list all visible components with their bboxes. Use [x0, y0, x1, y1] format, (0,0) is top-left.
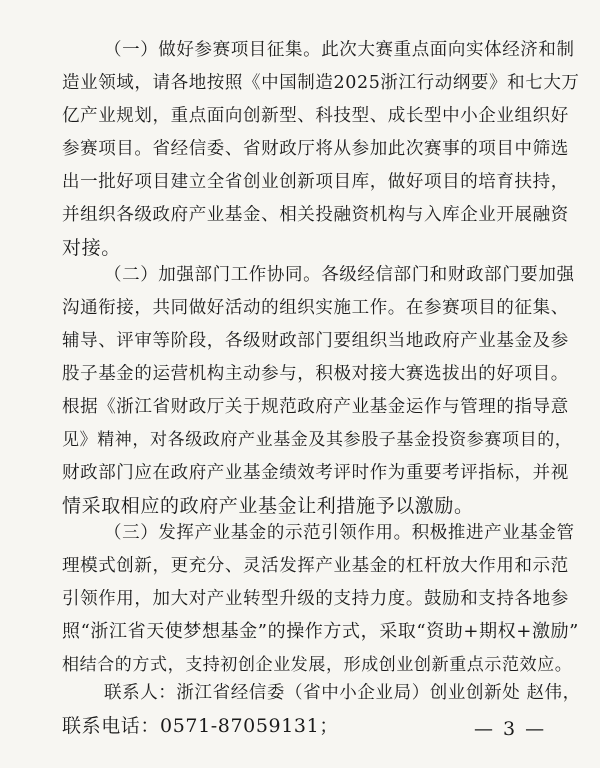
text-line: （三）发挥产业基金的示范引领作用。积极推进产业基金管: [104, 523, 575, 543]
text-line: 造业领域，请各地按照《中国制造2025浙江行动纲要》和七大万: [62, 73, 580, 93]
text-line: 理模式创新，更充分、灵活发挥产业基金的杠杆放大作用和示范: [62, 556, 569, 576]
text-line: 参赛项目。省经信委、省财政厅将从参加此次赛事的项目中筛选: [62, 139, 569, 159]
text-line: （一）做好参赛项目征集。此次大赛重点面向实体经济和制: [104, 40, 575, 60]
contact-line: 联系人：浙江省经信委（省中小企业局）创业创新处 赵伟，: [104, 683, 581, 703]
text-line: 根据《浙江省财政厅关于规范政府产业基金运作与管理的指导意: [62, 397, 569, 417]
text-line: 并组织各级政府产业基金、相关投融资机构与入库企业开展融资: [62, 205, 569, 225]
text-line: （二）加强部门工作协同。各级经信部门和财政部门要加强: [104, 265, 575, 285]
text-line: 辅导、评审等阶段，各级财政部门要组织当地政府产业基金及参: [62, 331, 569, 351]
text-line: 情采取相应的政府产业基金让利措施予以激励。: [62, 495, 474, 517]
text-line: 股子基金的运营机构主动参与，积极对接大赛选拔出的好项目。: [62, 364, 569, 384]
text-line: 见》精神，对各级政府产业基金及其参股子基金投资参赛项目的，: [62, 430, 573, 450]
text-line: 引领作用，加大对产业转型升级的支持力度。鼓励和支持各地参: [62, 589, 569, 609]
text-line: 对接。: [62, 237, 121, 259]
text-line: 财政部门应在政府产业基金绩效考评时作为重要考评指标，并视: [62, 463, 569, 483]
text-line: 出一批好项目建立全省创业创新项目库，做好项目的培育扶持，: [62, 172, 569, 192]
page-number: — 3 —: [474, 718, 547, 740]
text-line: 照“浙江省天使梦想基金”的操作方式，采取“资助+期权+激励”: [62, 621, 579, 642]
phone-line: 联系电话：0571-87059131；: [62, 715, 339, 737]
text-line: 沟通衔接，共同做好活动的组织实施工作。在参赛项目的征集、: [62, 298, 569, 318]
text-line: 相结合的方式，支持初创企业发展，形成创业创新重点示范效应。: [62, 655, 573, 675]
text-line: 亿产业规划，重点面向创新型、科技型、成长型中小企业组织好: [62, 106, 569, 126]
